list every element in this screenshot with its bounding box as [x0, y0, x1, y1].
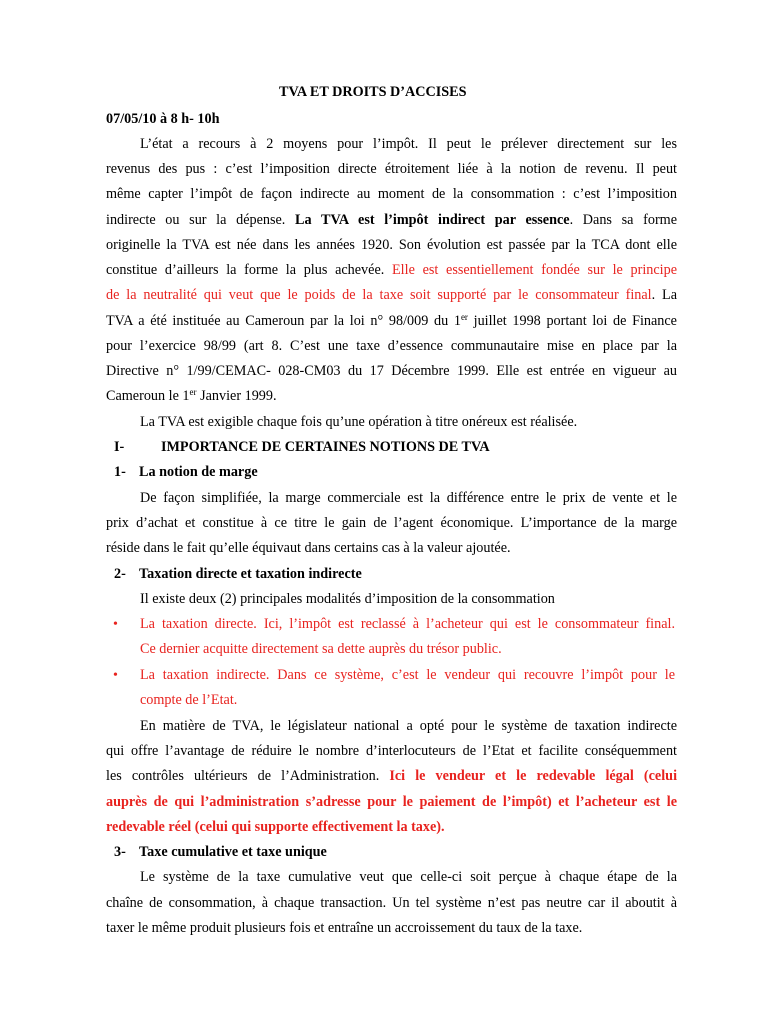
document-title: TVA ET DROITS D’ACCISES — [279, 84, 467, 100]
tva-system-line-2: qui offre l’avantage de réduire le nombre d’interlocuteurs de l’Etat et facilite conséquemment — [106, 743, 677, 759]
subsection-title: La notion de marge — [139, 464, 258, 480]
tva-system-line-1: En matière de TVA, le législateur national a opté pour le système de taxation indirecte — [140, 718, 677, 734]
cumulative-line-1: Le système de la taxe cumulative veut que celle-ci soit perçue à chaque étape de la — [140, 869, 677, 885]
superscript: er — [460, 312, 468, 322]
intro-line-2: revenus des pus : c’est l’imposition directe étroitement liée à la notion de revenu. Il peut — [106, 161, 677, 177]
intro-line-1: L’état a recours à 2 moyens pour l’impôt. Il peut le prélever directement sur les — [140, 136, 677, 152]
intro-text: constitue d’ailleurs la forme la plus achevée. — [106, 262, 385, 278]
cumulative-line-3: taxer le même produit plusieurs fois et entraîne un accroissement du taux de la taxe. — [106, 920, 583, 936]
intro-text: . La — [651, 287, 678, 303]
subsection-number: 1- — [114, 464, 126, 480]
bullet-2-line-1: La taxation indirecte. Dans ce système, c’est le vendeur qui recouvre l’impôt pour le — [140, 667, 675, 683]
section-number: I- — [114, 439, 125, 455]
tva-system-line-3 — [106, 768, 677, 785]
intro-line-10: Directive n° 1/99/CEMAC- 028-CM03 du 17 Décembre 1999. Elle est entrée en vigueur au — [106, 363, 677, 379]
intro-line-11 — [106, 388, 277, 405]
intro-line-5: originelle la TVA est née dans les années 1920. Son évolution est passée par la TCA dont elle — [106, 237, 677, 253]
cumulative-line-2: chaîne de consommation, à chaque transaction. Un tel système n’est pas neutre car il aboutit à — [106, 895, 677, 911]
subsection-number: 3- — [114, 844, 126, 860]
exigible-paragraph: La TVA est exigible chaque fois qu’une opération à titre onéreux est réalisée. — [140, 414, 578, 430]
tva-system-text: les contrôles ultérieurs de l’Administration. — [106, 768, 380, 784]
marge-line-1: De façon simplifiée, la marge commerciale est la différence entre le prix de vente et le — [140, 490, 677, 506]
intro-line-7 — [106, 287, 677, 304]
bullet-2-line-2: compte de l’Etat. — [140, 692, 238, 708]
subsection-title: Taxe cumulative et taxe unique — [139, 844, 327, 860]
neutrality-principle-red: Elle est essentiellement fondée sur le principe — [392, 262, 678, 278]
tva-definition-bold: La TVA est l’impôt indirect par essence — [295, 212, 570, 228]
intro-text: indirecte ou sur la dépense. — [106, 212, 286, 228]
superscript: er — [189, 387, 197, 397]
tva-system-line-4: auprès de qui l’administration s’adresse pour le paiement de l’impôt) et l’acheteur est le — [106, 794, 677, 810]
taxation-intro: Il existe deux (2) principales modalités d’imposition de la consommation — [140, 591, 555, 607]
intro-line-3: même capter l’impôt de façon indirecte au moment de la consommation : c’est l’imposition — [106, 186, 677, 202]
intro-line-4 — [106, 212, 677, 229]
bullet-icon: • — [113, 668, 118, 683]
intro-text: TVA a été instituée au Cameroun par la loi n° 98/009 du 1 — [106, 313, 461, 329]
tva-system-line-5: redevable réel (celui qui supporte effectivement la taxe). — [106, 819, 445, 835]
intro-text: juillet 1998 portant loi de Finance — [467, 313, 677, 329]
date-line: 07/05/10 à 8 h- 10h — [106, 111, 220, 127]
intro-text: Janvier 1999. — [196, 388, 277, 404]
bullet-1-line-1: La taxation directe. Ici, l’impôt est reclassé à l’acheteur qui est le consommateur final. — [140, 616, 675, 632]
intro-line-8 — [106, 313, 677, 330]
bullet-icon: • — [113, 617, 118, 632]
intro-text: . Dans sa forme — [569, 212, 678, 228]
intro-line-9: pour l’exercice 98/99 (art 8. C’est une taxe d’essence communautaire mise en place par la — [106, 338, 677, 354]
bullet-1-line-2: Ce dernier acquitte directement sa dette auprès du trésor public. — [140, 641, 502, 657]
marge-line-2: prix d’achat et constitue à ce titre le gain de l’agent économique. L’importance de la marge — [106, 515, 677, 531]
neutrality-principle-red: de la neutralité qui veut que le poids de la taxe soit supporté par le consommateur final — [106, 287, 652, 303]
subsection-title: Taxation directe et taxation indirecte — [139, 566, 362, 582]
intro-text: Cameroun le 1 — [106, 388, 190, 404]
subsection-number: 2- — [114, 566, 126, 582]
redevable-bold-red: Ici le vendeur et le redevable légal (celui — [389, 768, 678, 784]
section-title: IMPORTANCE DE CERTAINES NOTIONS DE TVA — [161, 439, 490, 455]
marge-line-3: réside dans le fait qu’elle équivaut dans certains cas à la valeur ajoutée. — [106, 540, 511, 556]
intro-line-6 — [106, 262, 677, 279]
